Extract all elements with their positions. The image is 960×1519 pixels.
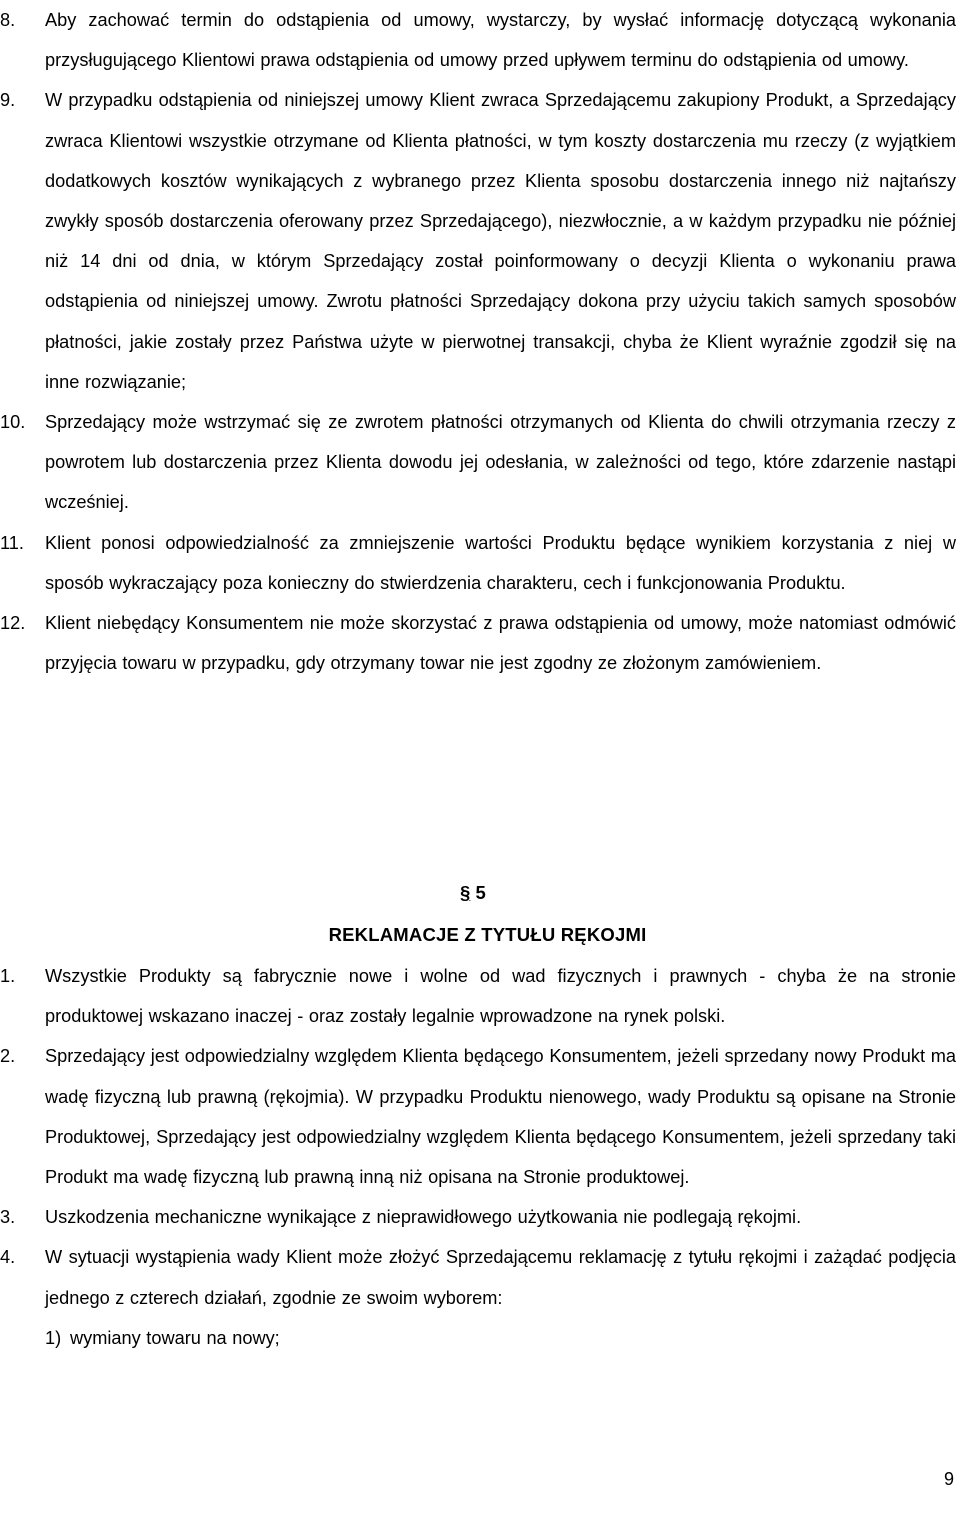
sub-item-number: 1) [45,1327,62,1348]
sub-item-1 [45,1318,956,1358]
clause-number: 11. [0,532,24,553]
clause-text: W sytuacji wystąpienia wady Klient może złożyć Sprzedającemu reklamację z tytułu rękojmi i zażądać podjęcia jednego z czterech działań, zgodnie ze swoim wyborem: [45,1247,956,1308]
warranty-clause-2 [0,1036,960,1197]
sub-item-text: wymiany towaru na nowy; [70,1327,280,1348]
withdrawal-clauses-list [0,0,960,683]
clause-text: Sprzedający może wstrzymać się ze zwrotem płatności otrzymanych od Klienta do chwili otrzymania rzeczy z powrotem lub dostarczenia przez Klienta dowodu jej odesłania, w zależności od tego, które zdarzenie nastąpi wcześniej. [45,412,956,513]
warranty-clause-1 [0,956,960,1036]
clause-9 [0,80,960,402]
section-number-value: 5 [475,882,486,903]
clause-text: Klient ponosi odpowiedzialność za zmniejszenie wartości Produktu będące wynikiem korzystania z niej w sposób wykraczający poza konieczny do stwierdzenia charakteru, cech i funkcjonowania Produktu. [45,532,956,593]
clause-text: W przypadku odstąpienia od niniejszej umowy Klient zwraca Sprzedającemu zakupiony Produkt, a Sprzedający zwraca Klientowi wszystkie otrzymane od Klienta płatności, w tym koszty dostarczenia mu rzeczy (z wyjątkiem dodatkowych kosztów wynikających z wybranego przez Klienta sposobu dostarczenia innego niż najtańszy zwykły sposób dostarczenia oferowany przez Sprzedającego), niezwłocznie, a w każdym przypadku nie później niż 14 dni od dnia, w którym Sprzedający został poinformowany o decyzji Klienta o wykonaniu prawa odstąpienia od niniejszej umowy. Zwrotu płatności Sprzedający dokona przy użyciu takich samych sposobów płatności, jakie zostały przez Państwa użyte w pierwotnej transakcji, chyba że Klient wyraźnie zgodził się na inne rozwiązanie; [45,90,956,392]
clause-8 [0,0,960,80]
section-number [460,878,486,908]
clause-number: 8. [0,10,16,30]
section-sign-symbol: § [460,882,471,903]
clause-10 [0,402,960,523]
clause-number: 12. [0,613,26,634]
clause-text: Aby zachować termin do odstąpienia od umowy, wystarczy, by wysłać informację dotyczącą wykonania przysługującego Klientowi prawa odstąpienia od umowy przed upływem terminu do odstąpienia od umowy. [45,10,956,71]
clause-11 [0,523,960,603]
clause-number: 3. [0,1207,16,1228]
clause-number: 2. [0,1046,16,1067]
clause-number: 4. [0,1247,16,1268]
warranty-clause-3 [0,1197,960,1237]
section-title: REKLAMACJE Z TYTUŁU RĘKOJMI [328,924,647,945]
clause-text: Wszystkie Produkty są fabrycznie nowe i wolne od wad fizycznych i prawnych - chyba że na stronie produktowej wskazano inaczej - oraz zostały legalnie wprowadzone na rynek polski. [45,966,956,1027]
clause-12 [0,603,960,683]
warranty-clauses-list [0,956,960,1358]
clause-number: 1. [0,966,16,986]
page-number: 9 [943,1469,954,1489]
clause-text: Uszkodzenia mechaniczne wynikające z nieprawidłowego użytkowania nie podlegają rękojmi. [45,1207,802,1228]
clause-number: 10. [0,412,26,433]
clause-text: Klient niebędący Konsumentem nie może skorzystać z prawa odstąpienia od umowy, może natomiast odmówić przyjęcia towaru w przypadku, gdy otrzymany towar nie jest zgodny ze złożonym zamówieniem. [45,613,956,674]
clause-text: Sprzedający jest odpowiedzialny względem Klienta będącego Konsumentem, jeżeli sprzedany nowy Produkt ma wadę fizyczną lub prawną (rękojmia). W przypadku Produktu nienowego, wady Produktu są opisane na Stronie Produktowej, Sprzedający jest odpowiedzialny względem Klienta będącego Konsumentem, jeżeli sprzedany taki Produkt ma wadę fizyczną lub prawną inną niż opisana na Stronie produktowej. [45,1046,956,1188]
clause-number: 9. [0,90,16,111]
warranty-clause-4 [0,1237,960,1358]
